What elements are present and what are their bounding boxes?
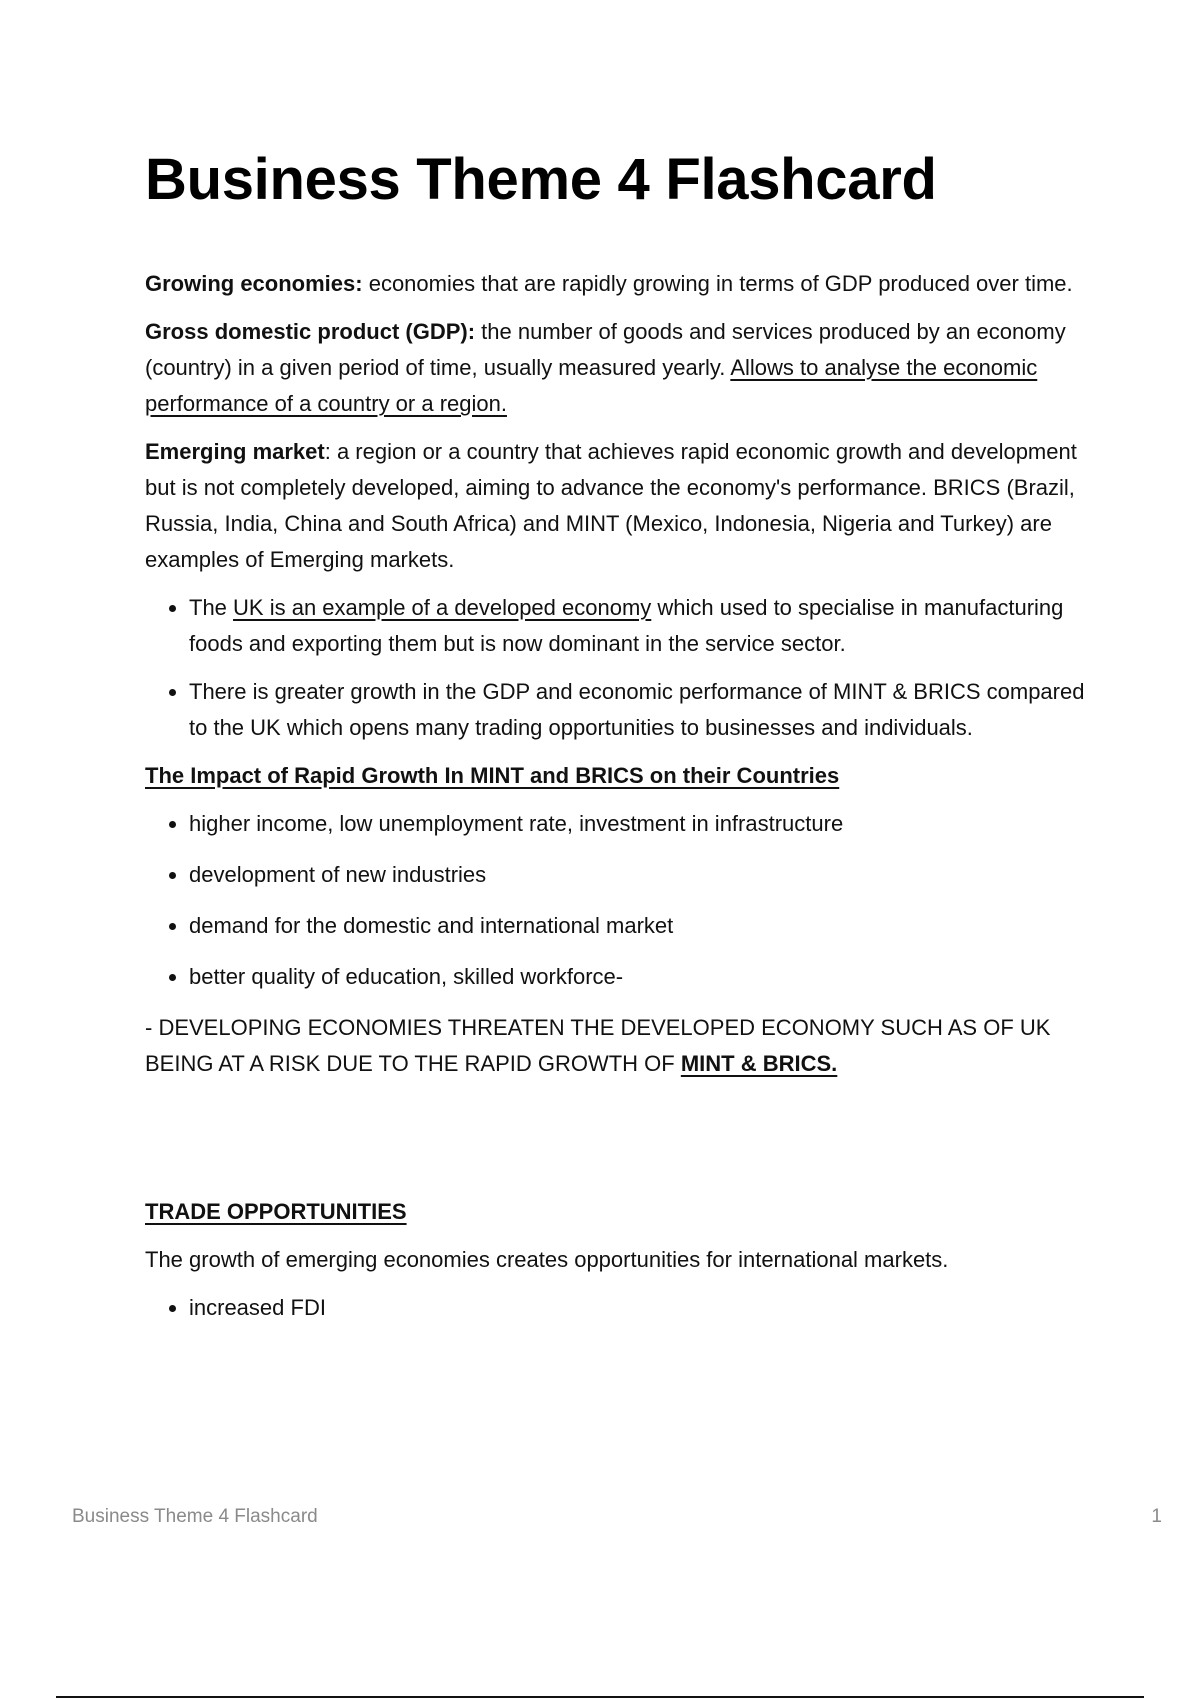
trade-list: [145, 1290, 1090, 1326]
definition-growing-economies-text: economies that are rapidly growing in terms of GDP produced over time.: [362, 271, 1073, 296]
impact-heading: The Impact of Rapid Growth In MINT and BRICS on their Countries: [145, 763, 840, 788]
footer-title: Business Theme 4 Flashcard: [72, 1506, 318, 1527]
list-item: • higher income, low unemployment rate, investment in infrastructure: [189, 806, 1090, 842]
list-item: • There is greater growth in the GDP and economic performance of MINT & BRICS compared to the UK which opens many trading opportunities to businesses and individuals.: [189, 674, 1090, 746]
definition-emerging-market: [145, 434, 1090, 578]
impact-note-text: - DEVELOPING ECONOMIES THREATEN THE DEVELOPED ECONOMY SUCH AS OF UK BEING AT A RISK DUE TO THE RAPID GROWTH OF: [145, 1015, 1051, 1076]
term-gdp: Gross domestic product (GDP):: [145, 319, 476, 344]
list-item: • development of new industries: [189, 857, 1090, 893]
uk-bullet-pre: The: [189, 595, 234, 620]
page-divider: [56, 1696, 1144, 1698]
section-spacer: [145, 1094, 1090, 1194]
document-page: [145, 148, 1090, 1338]
list-item: • increased FDI: [189, 1290, 1090, 1326]
definition-growing-economies: [145, 266, 1090, 302]
definition-gdp-text: the number of goods and services produced by an economy (country) in a given period of time, usually measured yearly.: [145, 319, 1066, 380]
page-footer: [72, 1506, 1162, 1528]
definition-gdp: [145, 314, 1090, 422]
impact-list: [145, 806, 1090, 995]
trade-intro: The growth of emerging economies creates opportunities for international markets.: [145, 1247, 949, 1272]
definition-gdp-underlined: Allows to analyse the economic performance of a country or a region.: [145, 355, 1038, 416]
document-title: Business Theme 4 Flashcard: [145, 147, 937, 212]
impact-note: [145, 1010, 1090, 1082]
uk-bullet-underlined: UK is an example of a developed economy: [233, 595, 652, 620]
list-item: [189, 590, 1090, 662]
term-emerging-market: Emerging market: [145, 439, 325, 464]
list-item: • demand for the domestic and international market: [189, 908, 1090, 944]
footer-page-number: 1: [1151, 1506, 1162, 1527]
trade-heading: TRADE OPPORTUNITIES: [145, 1199, 407, 1224]
list-item: • better quality of education, skilled workforce-: [189, 959, 1090, 995]
definition-emerging-market-text: : a region or a country that achieves rapid economic growth and development but is not completely developed, aiming to advance the economy's performance. BRICS (Brazil, Russia, India, China and South Africa) and MINT (Mexico, Indonesia, Nigeria and Turkey) are examples of Emerging markets.: [145, 439, 1077, 572]
impact-note-emphasis: MINT & BRICS.: [680, 1051, 838, 1076]
term-growing-economies: Growing economies:: [145, 271, 363, 296]
uk-bullet-list: [145, 590, 1090, 746]
uk-bullet-post: which used to specialise in manufacturing foods and exporting them but is now dominant in the service sector.: [189, 595, 1064, 656]
